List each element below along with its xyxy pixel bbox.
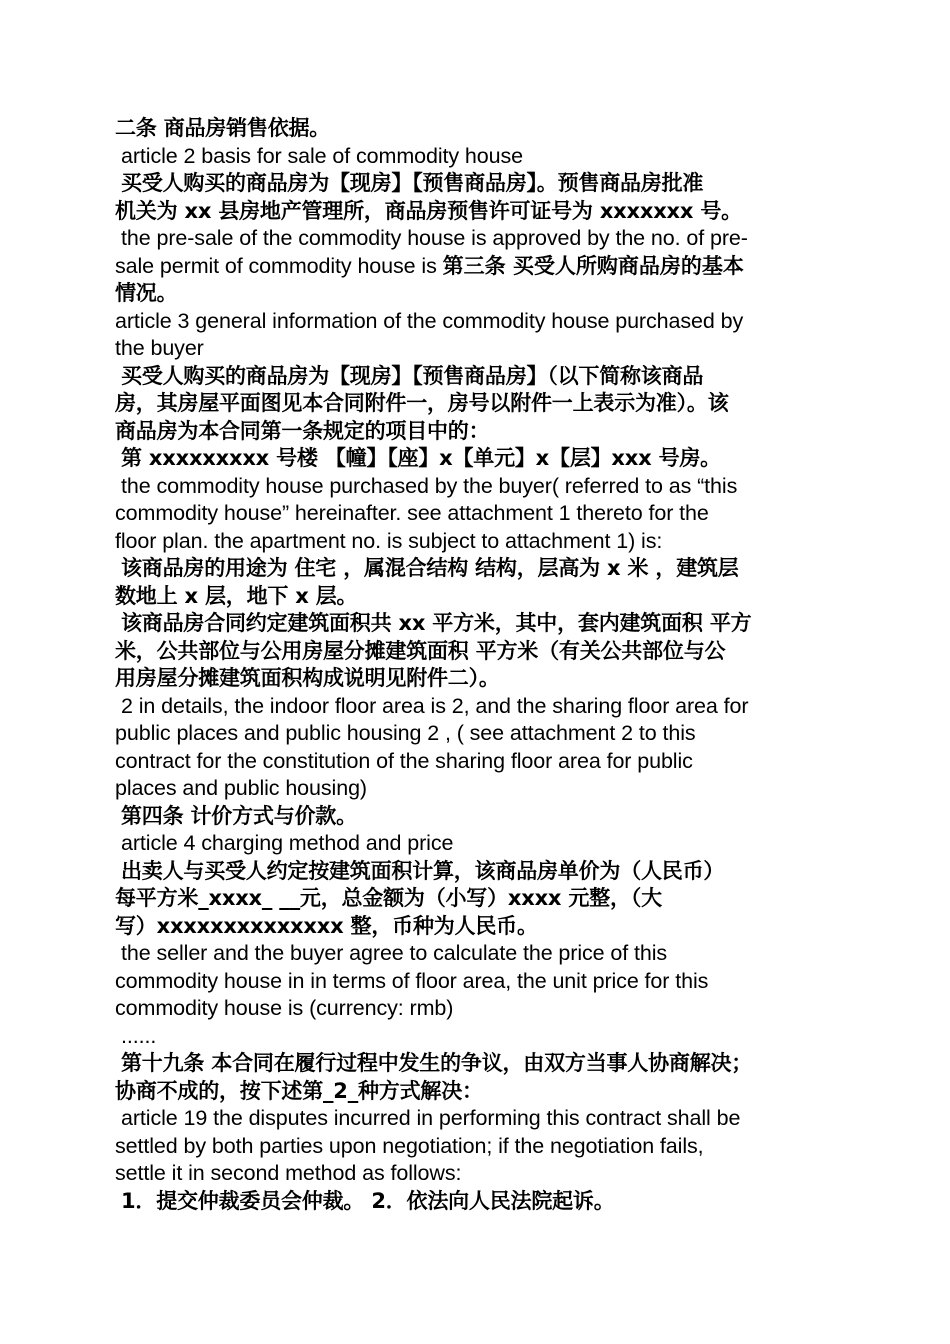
- text-line: the commodity house purchased by the buyer( referred to as “this: [121, 473, 738, 498]
- text-line: 数地上 x 层，地下 x 层。: [115, 583, 358, 608]
- text-line: 用房屋分摊建筑面积构成说明见附件二）。: [115, 666, 500, 690]
- text-line: 该商品房的用途为 住宅 ，属混合结构 结构，层高为 x 米 ，建筑层: [121, 556, 739, 580]
- text-line: 该商品房合同约定建筑面积共 xx 平方米，其中，套内建筑面积 平方: [121, 611, 752, 635]
- text-line: the pre-sale of the commodity house is approved by the no. of pre-: [121, 226, 748, 250]
- text-line: 二条 商品房销售依据。: [115, 116, 331, 140]
- text-line: 第 xxxxxxxxx 号楼 【幢】【座】x【单元】x【层】xxx 号房。: [121, 446, 721, 470]
- text-line: 买受人购买的商品房为【现房】【预售商品房】（以下简称该商品: [121, 363, 704, 388]
- text-line: 第四条 计价方式与价款。: [121, 803, 357, 828]
- text-line: public places and public housing 2 , ( see attachment 2 to this: [115, 721, 696, 745]
- text-segment-en: sale permit of commodity house is: [115, 253, 443, 278]
- text-line: 1．提交仲裁委员会仲裁。 2．依法向人民法院起诉。: [121, 1188, 615, 1213]
- text-line: commodity house is (currency: rmb): [115, 996, 454, 1020]
- text-line: 2 in details, the indoor floor area is 2, and the sharing floor area for: [121, 693, 749, 718]
- text-line: 情况。: [115, 281, 178, 305]
- text-line: article 4 charging method and price: [121, 831, 454, 855]
- text-line: places and public housing): [115, 776, 367, 800]
- text-line: 房，其房屋平面图见本合同附件一，房号以附件一上表示为准）。该: [115, 391, 729, 415]
- text-line: contract for the constitution of the sharing floor area for public: [115, 748, 693, 773]
- text-line: article 3 general information of the commodity house purchased by: [115, 308, 744, 333]
- text-line: the buyer: [115, 336, 204, 360]
- text-line: 出卖人与买受人约定按建筑面积计算，该商品房单价为（人民币）: [121, 858, 725, 883]
- text-line: 每平方米_xxxx_ __元，总金额为（小写）xxxx 元整，（大: [115, 886, 662, 910]
- text-line: 写）xxxxxxxxxxxxxx 整，币种为人民币。: [115, 913, 538, 938]
- text-line: article 2 basis for sale of commodity house: [121, 143, 523, 168]
- text-line: 机关为 xx 县房地产管理所，商品房预售许可证号为 xxxxxxx 号。: [115, 198, 742, 223]
- text-line: commodity house in in terms of floor area, the unit price for this: [115, 968, 709, 993]
- text-line: 米，公共部位与公用房屋分摊建筑面积 平方米（有关公共部位与公: [115, 638, 726, 663]
- text-line: the seller and the buyer agree to calculate the price of this: [121, 941, 668, 965]
- text-line: settled by both parties upon negotiation; if the negotiation fails,: [115, 1133, 704, 1158]
- text-line: ......: [121, 1023, 157, 1048]
- document-page: [115, 115, 837, 1215]
- text-line: 协商不成的，按下述第_2_种方式解决：: [115, 1078, 483, 1103]
- text-line: 买受人购买的商品房为【现房】【预售商品房】。预售商品房批准: [121, 171, 704, 195]
- text-segment-zh: 第三条 买受人所购商品房的基本: [442, 253, 744, 278]
- text-line: commodity house” hereinafter. see attachment 1 thereto for the: [115, 501, 709, 525]
- text-line: [115, 253, 837, 281]
- text-line: 商品房为本合同第一条规定的项目中的：: [115, 418, 490, 443]
- text-line: floor plan. the apartment no. is subject to attachment 1) is:: [115, 528, 663, 553]
- text-line: article 19 the disputes incurred in performing this contract shall be: [121, 1106, 741, 1130]
- text-line: settle it in second method as follows:: [115, 1161, 462, 1185]
- text-line: 第十九条 本合同在履行过程中发生的争议，由双方当事人协商解决；: [121, 1051, 753, 1075]
